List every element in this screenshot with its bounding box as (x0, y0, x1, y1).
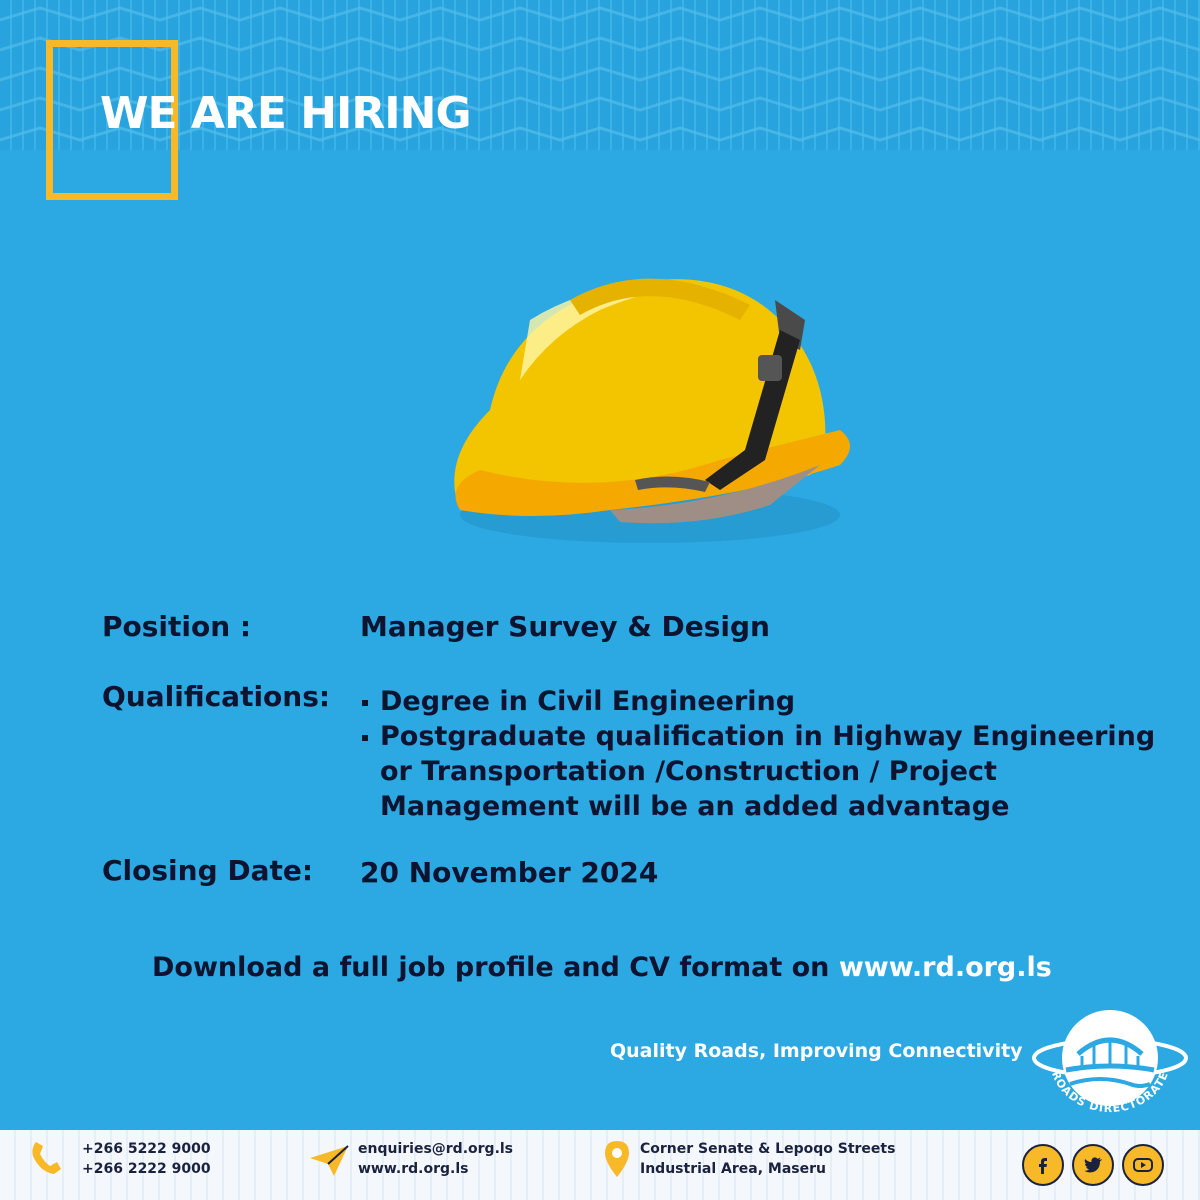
position-value: Manager Survey & Design (360, 610, 770, 643)
address-line-1: Corner Senate & Lepoqo Streets (640, 1141, 896, 1157)
download-note (152, 952, 1052, 983)
roads-directorate-logo (1030, 1004, 1190, 1116)
website-link[interactable]: www.rd.org.ls (838, 952, 1052, 983)
position-label: Position : (102, 610, 252, 643)
svg-text:ROADS DIRECTORATE: ROADS DIRECTORATE (1048, 1069, 1172, 1116)
phone-number-1[interactable]: +266 5222 9000 (82, 1141, 211, 1157)
youtube-button[interactable] (1122, 1144, 1164, 1186)
list-item: Degree in Civil Engineering (360, 684, 1180, 719)
address-line-2: Industrial Area, Maseru (640, 1161, 826, 1177)
paper-plane-icon (308, 1144, 350, 1178)
download-text: Download a full job profile and CV format on (152, 952, 839, 983)
list-item: Postgraduate qualification in Highway Engineering or Transportation /Construction / Project Management will be an added advantage (360, 719, 1180, 824)
twitter-button[interactable] (1072, 1144, 1114, 1186)
footer-website[interactable]: www.rd.org.ls (358, 1161, 469, 1177)
closing-date-value: 20 November 2024 (360, 856, 659, 889)
qualifications-label: Qualifications: (102, 680, 331, 713)
qualifications-list (360, 684, 1180, 824)
phone-number-2[interactable]: +266 2222 9000 (82, 1161, 211, 1177)
youtube-icon (1133, 1155, 1153, 1175)
location-pin-icon (604, 1140, 630, 1178)
email-address[interactable]: enquiries@rd.org.ls (358, 1141, 514, 1157)
facebook-button[interactable] (1022, 1144, 1064, 1186)
closing-date-label: Closing Date: (102, 854, 314, 887)
hard-hat-illustration (420, 260, 860, 550)
tagline: Quality Roads, Improving Connectivity (610, 1040, 1023, 1062)
phone-icon (30, 1140, 62, 1176)
twitter-icon (1083, 1155, 1103, 1175)
page-title: WE ARE HIRING (100, 88, 471, 139)
facebook-icon (1033, 1155, 1053, 1175)
